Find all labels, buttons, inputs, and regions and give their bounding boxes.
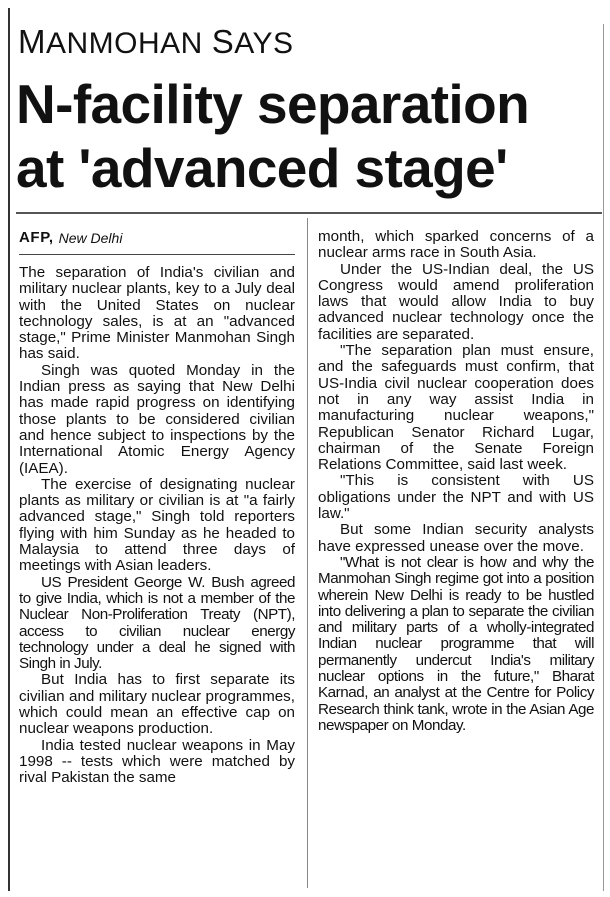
- headline-line-2: at 'advanced stage': [16, 137, 508, 199]
- paragraph: US President George W. Bush agreed to give India, which is not a member of the Nuclear Non-Proliferation Treaty (NPT), access to civilian nuclear energy technology under a deal he signed with Singh in July.: [19, 573, 295, 673]
- paragraph: The separation of India's civilian and military nuclear plants, key to a July deal with the United States on nuclear technology sales, is at an "advanced stage," Prime Minister Manmohan Singh has said.: [19, 264, 295, 363]
- paragraph: But India has to first separate its civilian and military nuclear programmes, which could mean an effective cap on nuclear weapons production.: [19, 671, 295, 738]
- kicker-rest-m: ANMOHAN: [46, 27, 203, 60]
- byline-agency: AFP,: [19, 229, 54, 246]
- paragraph: "What is not clear is how and why the Manmohan Singh regime got into a position wherein New Delhi is ready to be hustled into delivering a plan to separate the civilian and military parts of a wholly-integrated Indian nuclear programme that will permanently undercut India's military nuclear options in the future," Bharat Karnad, an analyst at the Centre for Policy Research think tank, wrote in the Asian Age newspaper on Monday.: [318, 553, 594, 734]
- paragraph: The exercise of designating nuclear plants as military or civilian is at "a fairly advanced stage," Singh told reporters flying with him Sunday as he headed to Malaysia to attend three days of meetings with Asian leaders.: [19, 475, 295, 575]
- article-column-left: [19, 230, 295, 787]
- paragraph: Under the US-Indian deal, the US Congress would amend proliferation laws that would allow India to buy advanced nuclear technology once the facilities are separated.: [318, 260, 594, 343]
- byline-place: New Delhi: [58, 230, 123, 246]
- kicker: [18, 22, 294, 64]
- kicker-rest-s: AYS: [234, 27, 294, 60]
- kicker-initial-s: S: [211, 23, 235, 60]
- paragraph: But some Indian security analysts have expressed unease over the move.: [318, 521, 594, 555]
- headline: [16, 72, 606, 200]
- paragraph: India tested nuclear weapons in May 1998 -- tests which were matched by rival Pakistan the same: [19, 736, 295, 787]
- column-separator: [307, 218, 308, 888]
- paragraph: Singh was quoted Monday in the Indian press as saying that New Delhi has made rapid progress on identifying those plants to be considered civilian and hence subject to inspections by the International Atomic Energy Agency (IAEA).: [19, 361, 295, 477]
- headline-line-1: N-facility separation: [16, 73, 530, 135]
- paragraph: month, which sparked concerns of a nuclear arms race in South Asia.: [318, 228, 594, 262]
- paragraph: "This is consistent with US obligations under the NPT and with US law.": [318, 472, 594, 523]
- headline-divider: [16, 212, 602, 214]
- article-column-right: [318, 229, 594, 734]
- byline-rule: [19, 254, 295, 255]
- left-frame-rule: [8, 8, 10, 891]
- paragraph: "The separation plan must ensure, and the safeguards must confirm, that US-India civil nuclear cooperation does not in any way assist India in manufacturing nuclear weapons," Republican Senator Richard Lugar, chairman of the Senate Foreign Relations Committee, said last week.: [318, 342, 594, 474]
- kicker-initial-m: M: [18, 23, 46, 60]
- byline: [19, 230, 295, 254]
